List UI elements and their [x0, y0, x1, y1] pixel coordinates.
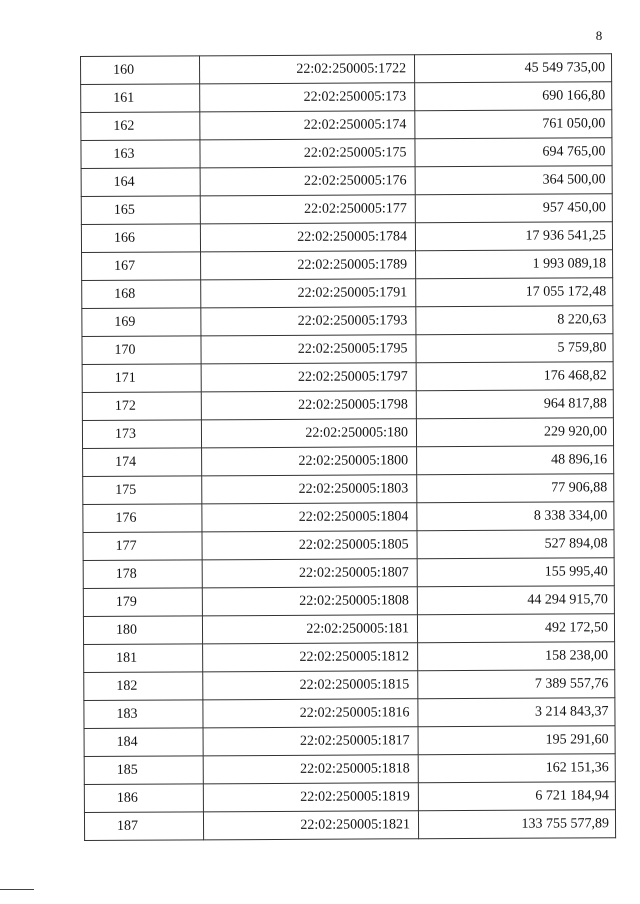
cadastral-number-cell: 22:02:250005:1818 — [203, 755, 418, 784]
table-row — [83, 558, 614, 589]
value-cell: 7 389 557,76 — [418, 670, 615, 699]
row-number-cell: 171 — [82, 364, 201, 393]
row-number-cell: 182 — [84, 672, 203, 701]
cadastral-number-cell: 22:02:250005:1812 — [203, 643, 418, 672]
row-number-cell: 175 — [83, 476, 202, 505]
row-number-cell: 179 — [83, 588, 202, 617]
value-cell: 5 759,80 — [416, 334, 613, 363]
table-row — [84, 642, 615, 673]
value-cell: 45 549 735,00 — [414, 54, 611, 83]
table-row — [84, 810, 615, 841]
value-cell: 17 055 172,48 — [416, 278, 613, 307]
value-cell: 492 172,50 — [417, 614, 614, 643]
table-row — [82, 334, 613, 365]
value-cell: 195 291,60 — [418, 726, 615, 755]
value-cell: 44 294 915,70 — [417, 586, 614, 615]
table-row — [83, 502, 614, 533]
cadastral-number-cell: 22:02:250005:1821 — [203, 811, 418, 840]
table-row — [83, 586, 614, 617]
value-cell: 8 220,63 — [416, 306, 613, 335]
table-row — [81, 222, 612, 253]
row-number-cell: 180 — [83, 616, 202, 645]
table-row — [84, 670, 615, 701]
cadastral-number-cell: 22:02:250005:1816 — [203, 699, 418, 728]
row-number-cell: 174 — [83, 448, 202, 477]
registry-table — [80, 53, 616, 841]
cadastral-number-cell: 22:02:250005:1800 — [202, 447, 417, 476]
row-number-cell: 181 — [84, 644, 203, 673]
table-row — [81, 110, 612, 141]
cadastral-number-cell: 22:02:250005:1807 — [202, 559, 417, 588]
table-row — [81, 82, 612, 113]
table-row — [81, 166, 612, 197]
cadastral-number-cell: 22:02:250005:1797 — [201, 363, 416, 392]
row-number-cell: 167 — [82, 252, 201, 281]
value-cell: 761 050,00 — [415, 110, 612, 139]
row-number-cell: 165 — [81, 196, 200, 225]
value-cell: 77 906,88 — [417, 474, 614, 503]
value-cell: 48 896,16 — [417, 446, 614, 475]
row-number-cell: 186 — [84, 784, 203, 813]
cadastral-number-cell: 22:02:250005:1808 — [202, 587, 417, 616]
table-row — [83, 614, 614, 645]
value-cell: 229 920,00 — [416, 418, 613, 447]
value-cell: 17 936 541,25 — [415, 222, 612, 251]
row-number-cell: 176 — [83, 504, 202, 533]
table-row — [81, 138, 612, 169]
row-number-cell: 178 — [83, 560, 202, 589]
table-row — [84, 782, 615, 813]
table-row — [82, 250, 613, 281]
row-number-cell: 185 — [84, 756, 203, 785]
row-number-cell: 161 — [81, 84, 200, 113]
cadastral-number-cell: 22:02:250005:180 — [201, 419, 416, 448]
cadastral-number-cell: 22:02:250005:181 — [202, 615, 417, 644]
cadastral-number-cell: 22:02:250005:1793 — [201, 307, 416, 336]
cadastral-number-cell: 22:02:250005:173 — [200, 83, 415, 112]
row-number-cell: 166 — [81, 224, 200, 253]
cadastral-number-cell: 22:02:250005:176 — [200, 167, 415, 196]
page-number: 8 — [595, 28, 603, 43]
table-row — [84, 698, 615, 729]
row-number-cell: 183 — [84, 700, 203, 729]
row-number-cell: 168 — [82, 280, 201, 309]
cadastral-number-cell: 22:02:250005:1798 — [201, 391, 416, 420]
value-cell: 957 450,00 — [415, 194, 612, 223]
value-cell: 8 338 334,00 — [417, 502, 614, 531]
cadastral-number-cell: 22:02:250005:1784 — [200, 223, 415, 252]
cadastral-number-cell: 22:02:250005:1803 — [202, 475, 417, 504]
table-row — [84, 726, 615, 757]
table-row — [82, 418, 613, 449]
value-cell: 694 765,00 — [415, 138, 612, 167]
cadastral-number-cell: 22:02:250005:1795 — [201, 335, 416, 364]
table-row — [83, 446, 614, 477]
value-cell: 6 721 184,94 — [418, 782, 615, 811]
cadastral-number-cell: 22:02:250005:1805 — [202, 531, 417, 560]
value-cell: 133 755 577,89 — [418, 810, 615, 839]
registry-table-container — [80, 53, 616, 841]
value-cell: 162 151,36 — [418, 754, 615, 783]
row-number-cell: 164 — [81, 168, 200, 197]
footnote-divider — [0, 889, 34, 890]
row-number-cell: 169 — [82, 308, 201, 337]
cadastral-number-cell: 22:02:250005:177 — [200, 195, 415, 224]
cadastral-number-cell: 22:02:250005:1722 — [200, 55, 415, 84]
cadastral-number-cell: 22:02:250005:1789 — [201, 251, 416, 280]
table-row — [84, 754, 615, 785]
row-number-cell: 172 — [82, 392, 201, 421]
row-number-cell: 163 — [81, 140, 200, 169]
value-cell: 690 166,80 — [415, 82, 612, 111]
value-cell: 527 894,08 — [417, 530, 614, 559]
cadastral-number-cell: 22:02:250005:1815 — [203, 671, 418, 700]
table-row — [82, 278, 613, 309]
row-number-cell: 160 — [81, 56, 200, 85]
row-number-cell: 170 — [82, 336, 201, 365]
table-row — [82, 362, 613, 393]
cadastral-number-cell: 22:02:250005:175 — [200, 139, 415, 168]
table-row — [82, 390, 613, 421]
value-cell: 3 214 843,37 — [418, 698, 615, 727]
value-cell: 364 500,00 — [415, 166, 612, 195]
cadastral-number-cell: 22:02:250005:1819 — [203, 783, 418, 812]
value-cell: 155 995,40 — [417, 558, 614, 587]
table-row — [83, 530, 614, 561]
table-row — [82, 306, 613, 337]
row-number-cell: 187 — [84, 812, 203, 841]
cadastral-number-cell: 22:02:250005:1817 — [203, 727, 418, 756]
row-number-cell: 177 — [83, 532, 202, 561]
registry-table-body — [81, 54, 616, 841]
table-row — [81, 54, 612, 85]
value-cell: 1 993 089,18 — [416, 250, 613, 279]
cadastral-number-cell: 22:02:250005:174 — [200, 111, 415, 140]
row-number-cell: 173 — [82, 420, 201, 449]
value-cell: 158 238,00 — [418, 642, 615, 671]
cadastral-number-cell: 22:02:250005:1791 — [201, 279, 416, 308]
row-number-cell: 184 — [84, 728, 203, 757]
table-row — [81, 194, 612, 225]
value-cell: 176 468,82 — [416, 362, 613, 391]
cadastral-number-cell: 22:02:250005:1804 — [202, 503, 417, 532]
row-number-cell: 162 — [81, 112, 200, 141]
table-row — [83, 474, 614, 505]
value-cell: 964 817,88 — [416, 390, 613, 419]
